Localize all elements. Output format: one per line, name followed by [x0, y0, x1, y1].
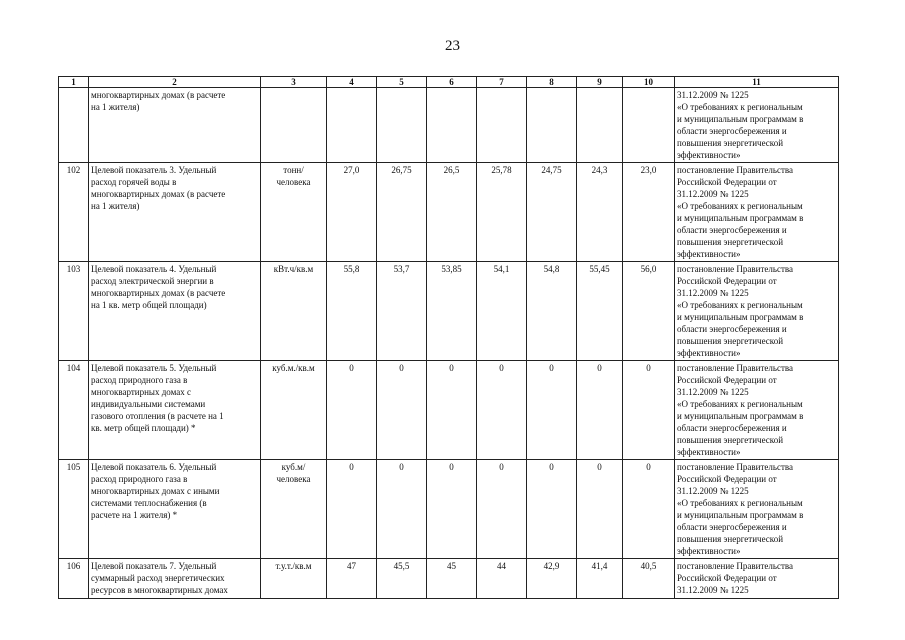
legal-basis-line: эффективности» [677, 348, 741, 358]
legal-basis-line: 31.12.2009 № 1225 [677, 387, 749, 397]
header-row [59, 77, 839, 88]
row-number-cell: 104 [59, 361, 89, 460]
indicator-name-cell [89, 88, 261, 163]
legal-basis-cell [675, 88, 839, 163]
row-number-cell [59, 88, 89, 163]
table-row [59, 88, 839, 163]
value-cell: 53,85 [427, 262, 477, 361]
legal-basis-line: и муниципальным программам в [677, 213, 804, 223]
legal-basis-cell [675, 163, 839, 262]
legal-basis-line: 31.12.2009 № 1225 [677, 585, 749, 595]
legal-basis-line: эффективности» [677, 546, 741, 556]
indicator-name-line: многоквартирных домах (в расчете [91, 189, 226, 199]
value-cell: 0 [623, 361, 675, 460]
legal-basis-line: и муниципальным программам в [677, 411, 804, 421]
value-cell: 42,9 [527, 559, 577, 599]
value-cell: 0 [377, 460, 427, 559]
value-cell: 0 [427, 361, 477, 460]
value-cell: 47 [327, 559, 377, 599]
indicator-name-cell [89, 163, 261, 262]
legal-basis-line: Российской Федерации от [677, 177, 777, 187]
indicator-name-line: газового отопления (в расчете на 1 [91, 411, 224, 421]
legal-basis-line: области энергосбережения и [677, 522, 787, 532]
indicator-name-cell [89, 361, 261, 460]
indicator-name-line: расход природного газа в [91, 375, 188, 385]
table-row [59, 460, 839, 559]
column-header: 11 [675, 77, 839, 88]
column-header: 3 [261, 77, 327, 88]
value-cell: 0 [623, 460, 675, 559]
unit-cell [261, 88, 327, 163]
legal-basis-line: Российской Федерации от [677, 474, 777, 484]
indicator-name-line: ресурсов в многоквартирных домах [91, 585, 228, 595]
value-cell: 44 [477, 559, 527, 599]
legal-basis-line: «О требованиях к региональным [677, 399, 803, 409]
legal-basis-line: эффективности» [677, 249, 741, 259]
value-cell: 54,1 [477, 262, 527, 361]
indicator-name-cell [89, 559, 261, 599]
indicator-name-cell [89, 262, 261, 361]
unit-cell [261, 262, 327, 361]
unit-line: кВт.ч/кв.м [273, 264, 314, 274]
unit-line: куб.м./кв.м [272, 363, 315, 373]
indicator-name-line: на 1 жителя) [91, 102, 140, 112]
value-cell [527, 88, 577, 163]
legal-basis-line: Российской Федерации от [677, 276, 777, 286]
legal-basis-line: «О требованиях к региональным [677, 201, 803, 211]
column-header: 6 [427, 77, 477, 88]
indicator-name-line: многоквартирных домах с иными [91, 486, 220, 496]
indicator-name-line: расчете на 1 жителя) * [91, 510, 178, 520]
legal-basis-line: Российской Федерации от [677, 375, 777, 385]
value-cell: 0 [527, 460, 577, 559]
value-cell: 26,75 [377, 163, 427, 262]
value-cell: 45 [427, 559, 477, 599]
value-cell: 0 [477, 460, 527, 559]
indicators-table [58, 76, 839, 599]
legal-basis-cell [675, 262, 839, 361]
indicator-name-line: суммарный расход энергетических [91, 573, 225, 583]
unit-cell [261, 163, 327, 262]
row-number-cell: 105 [59, 460, 89, 559]
legal-basis-line: области энергосбережения и [677, 423, 787, 433]
column-header: 10 [623, 77, 675, 88]
legal-basis-line: повышения энергетической [677, 336, 784, 346]
legal-basis-line: области энергосбережения и [677, 126, 787, 136]
legal-basis-line: и муниципальным программам в [677, 312, 804, 322]
indicator-name-line: многоквартирных домах (в расчете [91, 90, 226, 100]
value-cell: 56,0 [623, 262, 675, 361]
value-cell: 0 [427, 460, 477, 559]
value-cell: 55,8 [327, 262, 377, 361]
table-body [59, 88, 839, 599]
indicator-name-line: Целевой показатель 3. Удельный [91, 165, 217, 175]
unit-line: человека [276, 474, 311, 484]
legal-basis-line: 31.12.2009 № 1225 [677, 486, 749, 496]
legal-basis-line: эффективности» [677, 150, 741, 160]
indicator-name-line: расход природного газа в [91, 474, 188, 484]
legal-basis-line: постановление Правительства [677, 561, 794, 571]
legal-basis-line: «О требованиях к региональным [677, 300, 803, 310]
value-cell: 0 [477, 361, 527, 460]
legal-basis-line: постановление Правительства [677, 462, 794, 472]
unit-line: тонн/ [283, 165, 304, 175]
legal-basis-line: области энергосбережения и [677, 324, 787, 334]
value-cell [477, 88, 527, 163]
column-header: 9 [577, 77, 623, 88]
indicator-name-line: Целевой показатель 6. Удельный [91, 462, 217, 472]
page-number: 23 [445, 38, 460, 54]
unit-cell [261, 361, 327, 460]
unit-line: куб.м/ [281, 462, 306, 472]
legal-basis-cell [675, 559, 839, 599]
legal-basis-line: эффективности» [677, 447, 741, 457]
value-cell [377, 88, 427, 163]
value-cell: 27,0 [327, 163, 377, 262]
value-cell [427, 88, 477, 163]
column-header: 5 [377, 77, 427, 88]
value-cell: 0 [527, 361, 577, 460]
indicator-name-line: Целевой показатель 5. Удельный [91, 363, 217, 373]
legal-basis-line: повышения энергетической [677, 237, 784, 247]
indicator-name-line: многоквартирных домах с [91, 387, 192, 397]
value-cell: 40,5 [623, 559, 675, 599]
table-row [59, 262, 839, 361]
legal-basis-line: и муниципальным программам в [677, 510, 804, 520]
indicator-name-line: системами теплоснабжения (в [91, 498, 207, 508]
column-header: 4 [327, 77, 377, 88]
indicator-name-line: Целевой показатель 7. Удельный [91, 561, 217, 571]
value-cell: 53,7 [377, 262, 427, 361]
value-cell: 0 [327, 361, 377, 460]
indicator-name-line: на 1 жителя) [91, 201, 140, 211]
row-number-cell: 103 [59, 262, 89, 361]
value-cell: 41,4 [577, 559, 623, 599]
legal-basis-cell [675, 460, 839, 559]
indicator-name-cell [89, 460, 261, 559]
legal-basis-line: «О требованиях к региональным [677, 498, 803, 508]
value-cell: 0 [577, 460, 623, 559]
legal-basis-line: повышения энергетической [677, 138, 784, 148]
row-number-cell: 106 [59, 559, 89, 599]
indicator-name-line: расход электрической энергии в [91, 276, 214, 286]
value-cell: 0 [327, 460, 377, 559]
value-cell [577, 88, 623, 163]
value-cell: 26,5 [427, 163, 477, 262]
value-cell: 24,3 [577, 163, 623, 262]
indicator-name-line: расход горячей воды в [91, 177, 177, 187]
row-number-cell: 102 [59, 163, 89, 262]
indicator-name-line: многоквартирных домах (в расчете [91, 288, 226, 298]
column-header: 8 [527, 77, 577, 88]
table-row [59, 559, 839, 599]
legal-basis-line: 31.12.2009 № 1225 [677, 189, 749, 199]
value-cell [623, 88, 675, 163]
legal-basis-line: Российской Федерации от [677, 573, 777, 583]
value-cell: 55,45 [577, 262, 623, 361]
indicator-name-line: на 1 кв. метр общей площади) [91, 300, 207, 310]
indicator-name-line: Целевой показатель 4. Удельный [91, 264, 217, 274]
column-header: 7 [477, 77, 527, 88]
value-cell: 24,75 [527, 163, 577, 262]
legal-basis-line: 31.12.2009 № 1225 [677, 90, 749, 100]
legal-basis-line: повышения энергетической [677, 534, 784, 544]
table-row [59, 163, 839, 262]
table-row [59, 361, 839, 460]
legal-basis-line: постановление Правительства [677, 264, 794, 274]
value-cell: 45,5 [377, 559, 427, 599]
column-header: 1 [59, 77, 89, 88]
unit-cell [261, 559, 327, 599]
value-cell: 0 [577, 361, 623, 460]
unit-line: человека [276, 177, 311, 187]
legal-basis-line: и муниципальным программам в [677, 114, 804, 124]
value-cell [327, 88, 377, 163]
unit-cell [261, 460, 327, 559]
indicator-name-line: кв. метр общей площади) * [91, 423, 196, 433]
value-cell: 25,78 [477, 163, 527, 262]
column-header: 2 [89, 77, 261, 88]
legal-basis-line: 31.12.2009 № 1225 [677, 288, 749, 298]
value-cell: 23,0 [623, 163, 675, 262]
legal-basis-cell [675, 361, 839, 460]
value-cell: 0 [377, 361, 427, 460]
indicator-name-line: индивидуальными системами [91, 399, 206, 409]
legal-basis-line: постановление Правительства [677, 165, 794, 175]
legal-basis-line: «О требованиях к региональным [677, 102, 803, 112]
legal-basis-line: области энергосбережения и [677, 225, 787, 235]
unit-line: т.у.т./кв.м [275, 561, 312, 571]
legal-basis-line: постановление Правительства [677, 363, 794, 373]
legal-basis-line: повышения энергетической [677, 435, 784, 445]
value-cell: 54,8 [527, 262, 577, 361]
